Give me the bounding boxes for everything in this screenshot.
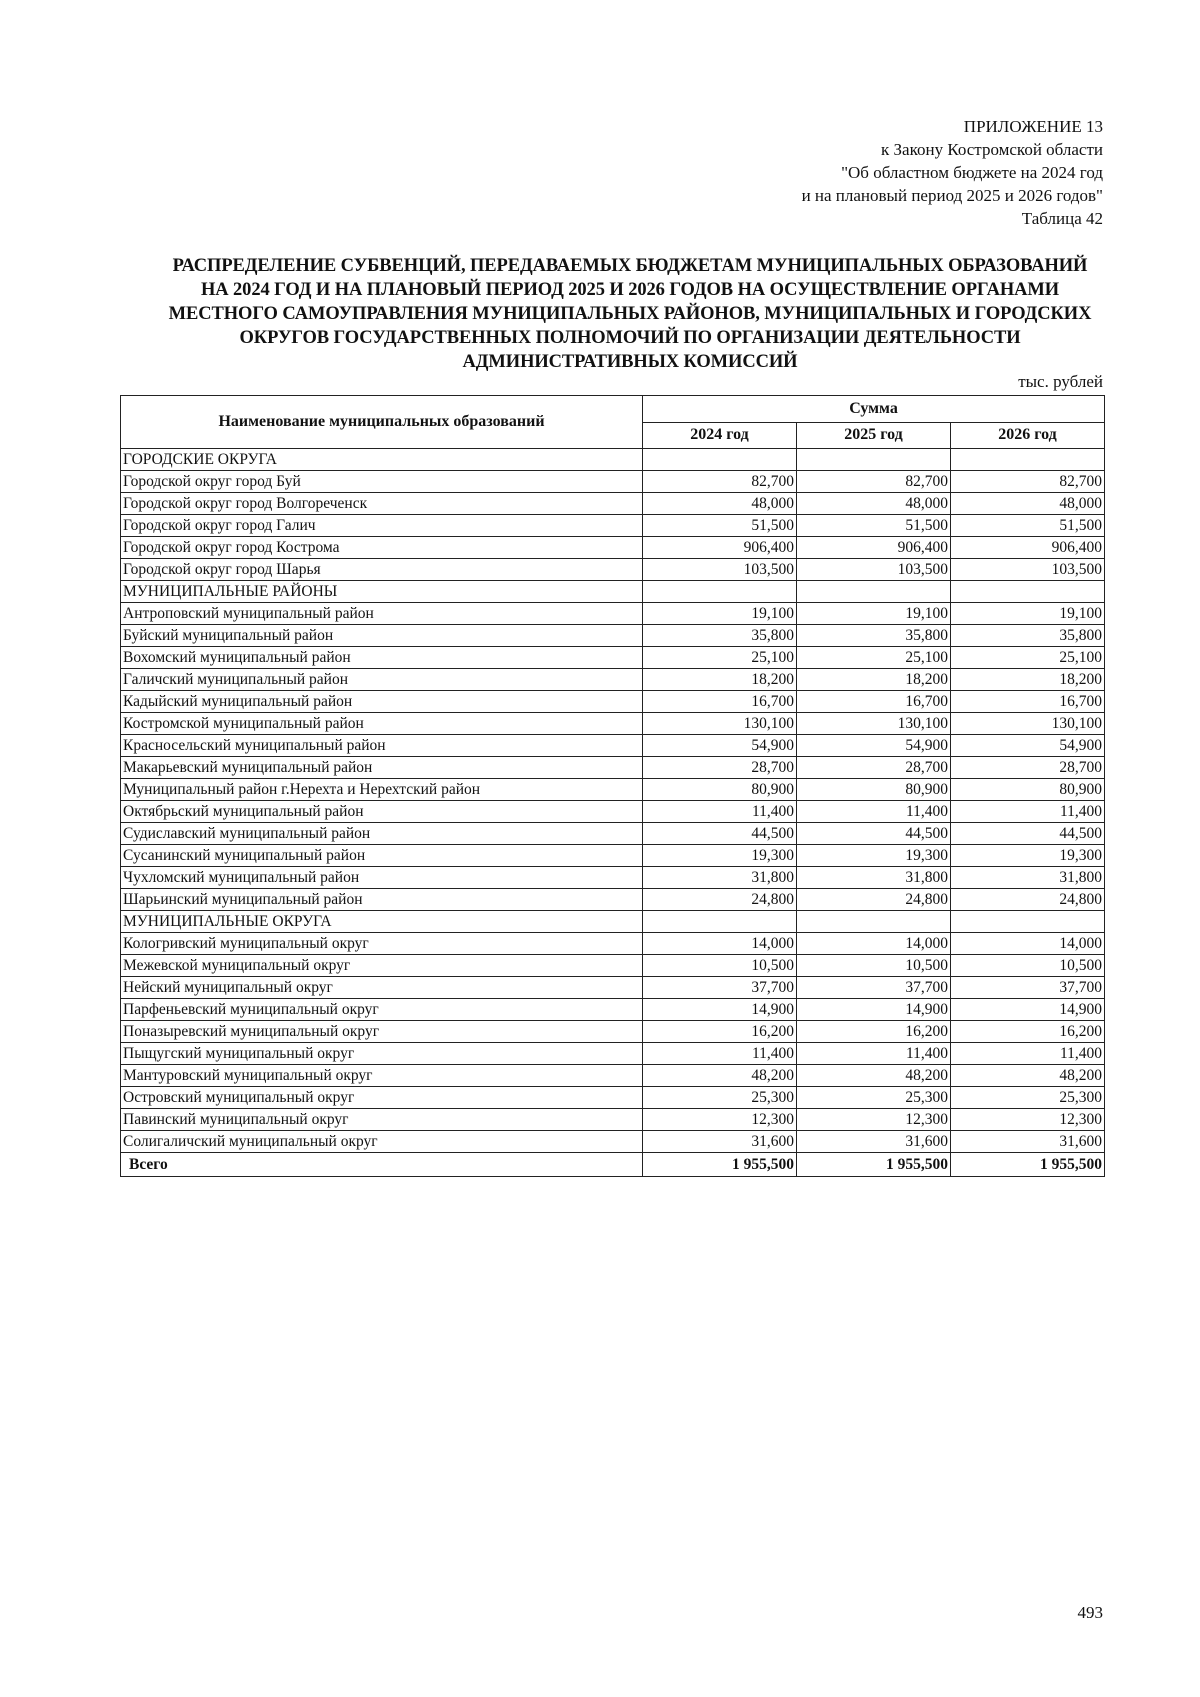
row-value-2026: 24,800: [951, 889, 1105, 911]
row-value-2025: 12,300: [797, 1109, 951, 1131]
row-name: МУНИЦИПАЛЬНЫЕ РАЙОНЫ: [121, 581, 643, 603]
row-value-2026: 16,200: [951, 1021, 1105, 1043]
appendix-law-period: и на плановый период 2025 и 2026 годов": [801, 186, 1103, 205]
row-name: МУНИЦИПАЛЬНЫЕ ОКРУГА: [121, 911, 643, 933]
row-value-2025: 14,000: [797, 933, 951, 955]
row-value-2026: 82,700: [951, 471, 1105, 493]
subvention-table: [120, 395, 1105, 1177]
row-value-2024: 31,800: [643, 867, 797, 889]
row-value-2024: 28,700: [643, 757, 797, 779]
row-value-2024: 16,200: [643, 1021, 797, 1043]
row-name: Городской округ город Галич: [121, 515, 643, 537]
row-name: Островский муниципальный округ: [121, 1087, 643, 1109]
table-row: [121, 603, 1105, 625]
table-row: [121, 1087, 1105, 1109]
row-value-2025: 24,800: [797, 889, 951, 911]
table-row: [121, 933, 1105, 955]
row-value-2025: 44,500: [797, 823, 951, 845]
document-title: [110, 254, 1150, 374]
row-value-2024: 24,800: [643, 889, 797, 911]
row-value-2024: 14,900: [643, 999, 797, 1021]
table-row: [121, 1109, 1105, 1131]
row-value-2025: 16,700: [797, 691, 951, 713]
header-year-2025: 2025 год: [797, 422, 951, 449]
row-name: Муниципальный район г.Нерехта и Нерехтский район: [121, 779, 643, 801]
row-value-2024: 80,900: [643, 779, 797, 801]
row-name: ГОРОДСКИЕ ОКРУГА: [121, 449, 643, 471]
row-value-2026: 18,200: [951, 669, 1105, 691]
table-row: [121, 1131, 1105, 1153]
row-value-2026: 14,000: [951, 933, 1105, 955]
row-name: Пыщугский муниципальный округ: [121, 1043, 643, 1065]
table-row: [121, 471, 1105, 493]
row-value-2024: 10,500: [643, 955, 797, 977]
row-name: Красносельский муниципальный район: [121, 735, 643, 757]
row-name: Павинский муниципальный округ: [121, 1109, 643, 1131]
table-row: [121, 559, 1105, 581]
table-row: [121, 1021, 1105, 1043]
row-name: Поназыревский муниципальный округ: [121, 1021, 643, 1043]
total-row: [121, 1153, 1105, 1177]
row-name: Городской округ город Волгореченск: [121, 493, 643, 515]
title-line: МЕСТНОГО САМОУПРАВЛЕНИЯ МУНИЦИПАЛЬНЫХ РАЙОНОВ, МУНИЦИПАЛЬНЫХ И ГОРОДСКИХ: [168, 304, 1092, 324]
row-value-2025: 14,900: [797, 999, 951, 1021]
total-2026: 1 955,500: [951, 1153, 1105, 1177]
row-value-2024: 14,000: [643, 933, 797, 955]
table-row: [121, 735, 1105, 757]
row-value-2025: 31,800: [797, 867, 951, 889]
row-value-2024: 130,100: [643, 713, 797, 735]
row-value-2025: 54,900: [797, 735, 951, 757]
row-value-2026: 19,300: [951, 845, 1105, 867]
total-label: Всего: [121, 1153, 643, 1177]
row-value-2024: 25,100: [643, 647, 797, 669]
row-value-2025: 51,500: [797, 515, 951, 537]
row-name: Костромской муниципальный район: [121, 713, 643, 735]
header-sum: Сумма: [643, 396, 1105, 423]
row-value-2024: 11,400: [643, 1043, 797, 1065]
row-name: Вохомский муниципальный район: [121, 647, 643, 669]
table-row: [121, 647, 1105, 669]
appendix-number: ПРИЛОЖЕНИЕ 13: [963, 117, 1103, 136]
table-row: [121, 515, 1105, 537]
title-line: ОКРУГОВ ГОСУДАРСТВЕННЫХ ПОЛНОМОЧИЙ ПО ОРГАНИЗАЦИИ ДЕЯТЕЛЬНОСТИ: [239, 328, 1021, 348]
row-value-2026: 16,700: [951, 691, 1105, 713]
row-value-2025: 18,200: [797, 669, 951, 691]
title-line: НА 2024 ГОД И НА ПЛАНОВЫЙ ПЕРИОД 2025 И 2026 ГОДОВ НА ОСУЩЕСТВЛЕНИЕ ОРГАНАМИ: [200, 280, 1060, 300]
row-value-2024: [643, 911, 797, 933]
row-value-2024: 103,500: [643, 559, 797, 581]
table-row: [121, 537, 1105, 559]
unit-label: тыс. рублей: [1018, 372, 1103, 391]
row-name: Антроповский муниципальный район: [121, 603, 643, 625]
row-value-2026: 103,500: [951, 559, 1105, 581]
table-row: [121, 955, 1105, 977]
title-line: АДМИНИСТРАТИВНЫХ КОМИССИЙ: [462, 352, 798, 372]
row-value-2025: 82,700: [797, 471, 951, 493]
table-row: [121, 691, 1105, 713]
page-number: 493: [1077, 1603, 1103, 1622]
appendix-header: [802, 115, 1103, 230]
appendix-law: к Закону Костромской области: [881, 140, 1103, 159]
row-value-2024: 12,300: [643, 1109, 797, 1131]
total-2025: 1 955,500: [797, 1153, 951, 1177]
row-value-2024: 19,100: [643, 603, 797, 625]
row-value-2026: 130,100: [951, 713, 1105, 735]
table-row: [121, 977, 1105, 999]
row-value-2024: 54,900: [643, 735, 797, 757]
row-name: Городской округ город Буй: [121, 471, 643, 493]
row-value-2026: 14,900: [951, 999, 1105, 1021]
row-value-2025: 16,200: [797, 1021, 951, 1043]
row-value-2026: 31,800: [951, 867, 1105, 889]
header-year-2026: 2026 год: [951, 422, 1105, 449]
table-row: [121, 713, 1105, 735]
row-value-2025: 130,100: [797, 713, 951, 735]
row-value-2024: 19,300: [643, 845, 797, 867]
table-row: [121, 757, 1105, 779]
row-value-2026: 80,900: [951, 779, 1105, 801]
table-row: [121, 779, 1105, 801]
row-value-2025: 11,400: [797, 1043, 951, 1065]
row-name: Судиславский муниципальный район: [121, 823, 643, 845]
row-value-2025: 80,900: [797, 779, 951, 801]
row-name: Сусанинский муниципальный район: [121, 845, 643, 867]
row-name: Чухломский муниципальный район: [121, 867, 643, 889]
row-name: Октябрьский муниципальный район: [121, 801, 643, 823]
row-value-2025: 11,400: [797, 801, 951, 823]
row-value-2024: [643, 581, 797, 603]
row-value-2026: 31,600: [951, 1131, 1105, 1153]
row-value-2025: 25,100: [797, 647, 951, 669]
row-value-2025: [797, 911, 951, 933]
row-value-2026: 54,900: [951, 735, 1105, 757]
row-value-2026: 11,400: [951, 1043, 1105, 1065]
row-value-2026: 37,700: [951, 977, 1105, 999]
row-value-2025: [797, 581, 951, 603]
row-name: Городской округ город Кострома: [121, 537, 643, 559]
row-value-2024: 48,000: [643, 493, 797, 515]
row-value-2025: 25,300: [797, 1087, 951, 1109]
row-name: Кологривский муниципальный округ: [121, 933, 643, 955]
row-name: Нейский муниципальный округ: [121, 977, 643, 999]
table-row: [121, 999, 1105, 1021]
table-body: [121, 449, 1105, 1153]
row-value-2025: 28,700: [797, 757, 951, 779]
table-row: [121, 493, 1105, 515]
title-line: РАСПРЕДЕЛЕНИЕ СУБВЕНЦИЙ, ПЕРЕДАВАЕМЫХ БЮДЖЕТАМ МУНИЦИПАЛЬНЫХ ОБРАЗОВАНИЙ: [172, 256, 1088, 276]
row-value-2025: 10,500: [797, 955, 951, 977]
row-value-2026: 25,100: [951, 647, 1105, 669]
row-value-2025: 31,600: [797, 1131, 951, 1153]
row-value-2026: 28,700: [951, 757, 1105, 779]
table-row: [121, 801, 1105, 823]
row-value-2025: 48,000: [797, 493, 951, 515]
row-value-2024: 31,600: [643, 1131, 797, 1153]
row-value-2025: 906,400: [797, 537, 951, 559]
row-value-2024: 48,200: [643, 1065, 797, 1087]
row-value-2026: 25,300: [951, 1087, 1105, 1109]
table-row: [121, 449, 1105, 471]
row-value-2024: 35,800: [643, 625, 797, 647]
row-name: Галичский муниципальный район: [121, 669, 643, 691]
row-value-2026: 44,500: [951, 823, 1105, 845]
row-value-2025: 19,300: [797, 845, 951, 867]
row-value-2024: 82,700: [643, 471, 797, 493]
table-row: [121, 889, 1105, 911]
table-row: [121, 581, 1105, 603]
row-value-2026: 11,400: [951, 801, 1105, 823]
row-name: Городской округ город Шарья: [121, 559, 643, 581]
row-value-2024: 51,500: [643, 515, 797, 537]
row-value-2024: 44,500: [643, 823, 797, 845]
row-name: Макарьевский муниципальный район: [121, 757, 643, 779]
row-name: Шарьинский муниципальный район: [121, 889, 643, 911]
table-row: [121, 669, 1105, 691]
row-value-2026: 12,300: [951, 1109, 1105, 1131]
row-value-2026: 35,800: [951, 625, 1105, 647]
row-value-2026: 906,400: [951, 537, 1105, 559]
table-row: [121, 911, 1105, 933]
row-value-2025: 48,200: [797, 1065, 951, 1087]
header-year-2024: 2024 год: [643, 422, 797, 449]
row-value-2024: 37,700: [643, 977, 797, 999]
row-value-2026: [951, 449, 1105, 471]
row-value-2025: 19,100: [797, 603, 951, 625]
row-value-2025: 103,500: [797, 559, 951, 581]
table-row: [121, 845, 1105, 867]
header-name: Наименование муниципальных образований: [121, 396, 643, 449]
row-name: Буйский муниципальный район: [121, 625, 643, 647]
row-value-2026: 51,500: [951, 515, 1105, 537]
table-row: [121, 1065, 1105, 1087]
row-value-2025: 37,700: [797, 977, 951, 999]
row-value-2025: 35,800: [797, 625, 951, 647]
row-name: Кадыйский муниципальный район: [121, 691, 643, 713]
total-2024: 1 955,500: [643, 1153, 797, 1177]
row-value-2024: 18,200: [643, 669, 797, 691]
table-row: [121, 625, 1105, 647]
row-name: Мантуровский муниципальный округ: [121, 1065, 643, 1087]
row-value-2025: [797, 449, 951, 471]
row-name: Парфеньевский муниципальный округ: [121, 999, 643, 1021]
row-value-2026: 48,000: [951, 493, 1105, 515]
appendix-table-number: Таблица 42: [1021, 209, 1103, 228]
table-row: [121, 823, 1105, 845]
row-value-2026: [951, 911, 1105, 933]
row-value-2026: 19,100: [951, 603, 1105, 625]
row-value-2024: 25,300: [643, 1087, 797, 1109]
row-value-2024: 906,400: [643, 537, 797, 559]
row-value-2024: 16,700: [643, 691, 797, 713]
row-value-2026: 48,200: [951, 1065, 1105, 1087]
row-value-2024: [643, 449, 797, 471]
row-name: Солигаличский муниципальный округ: [121, 1131, 643, 1153]
row-value-2024: 11,400: [643, 801, 797, 823]
table-row: [121, 1043, 1105, 1065]
row-value-2026: 10,500: [951, 955, 1105, 977]
row-value-2026: [951, 581, 1105, 603]
table-row: [121, 867, 1105, 889]
row-name: Межевской муниципальный округ: [121, 955, 643, 977]
appendix-law-title: "Об областном бюджете на 2024 год: [841, 163, 1103, 182]
